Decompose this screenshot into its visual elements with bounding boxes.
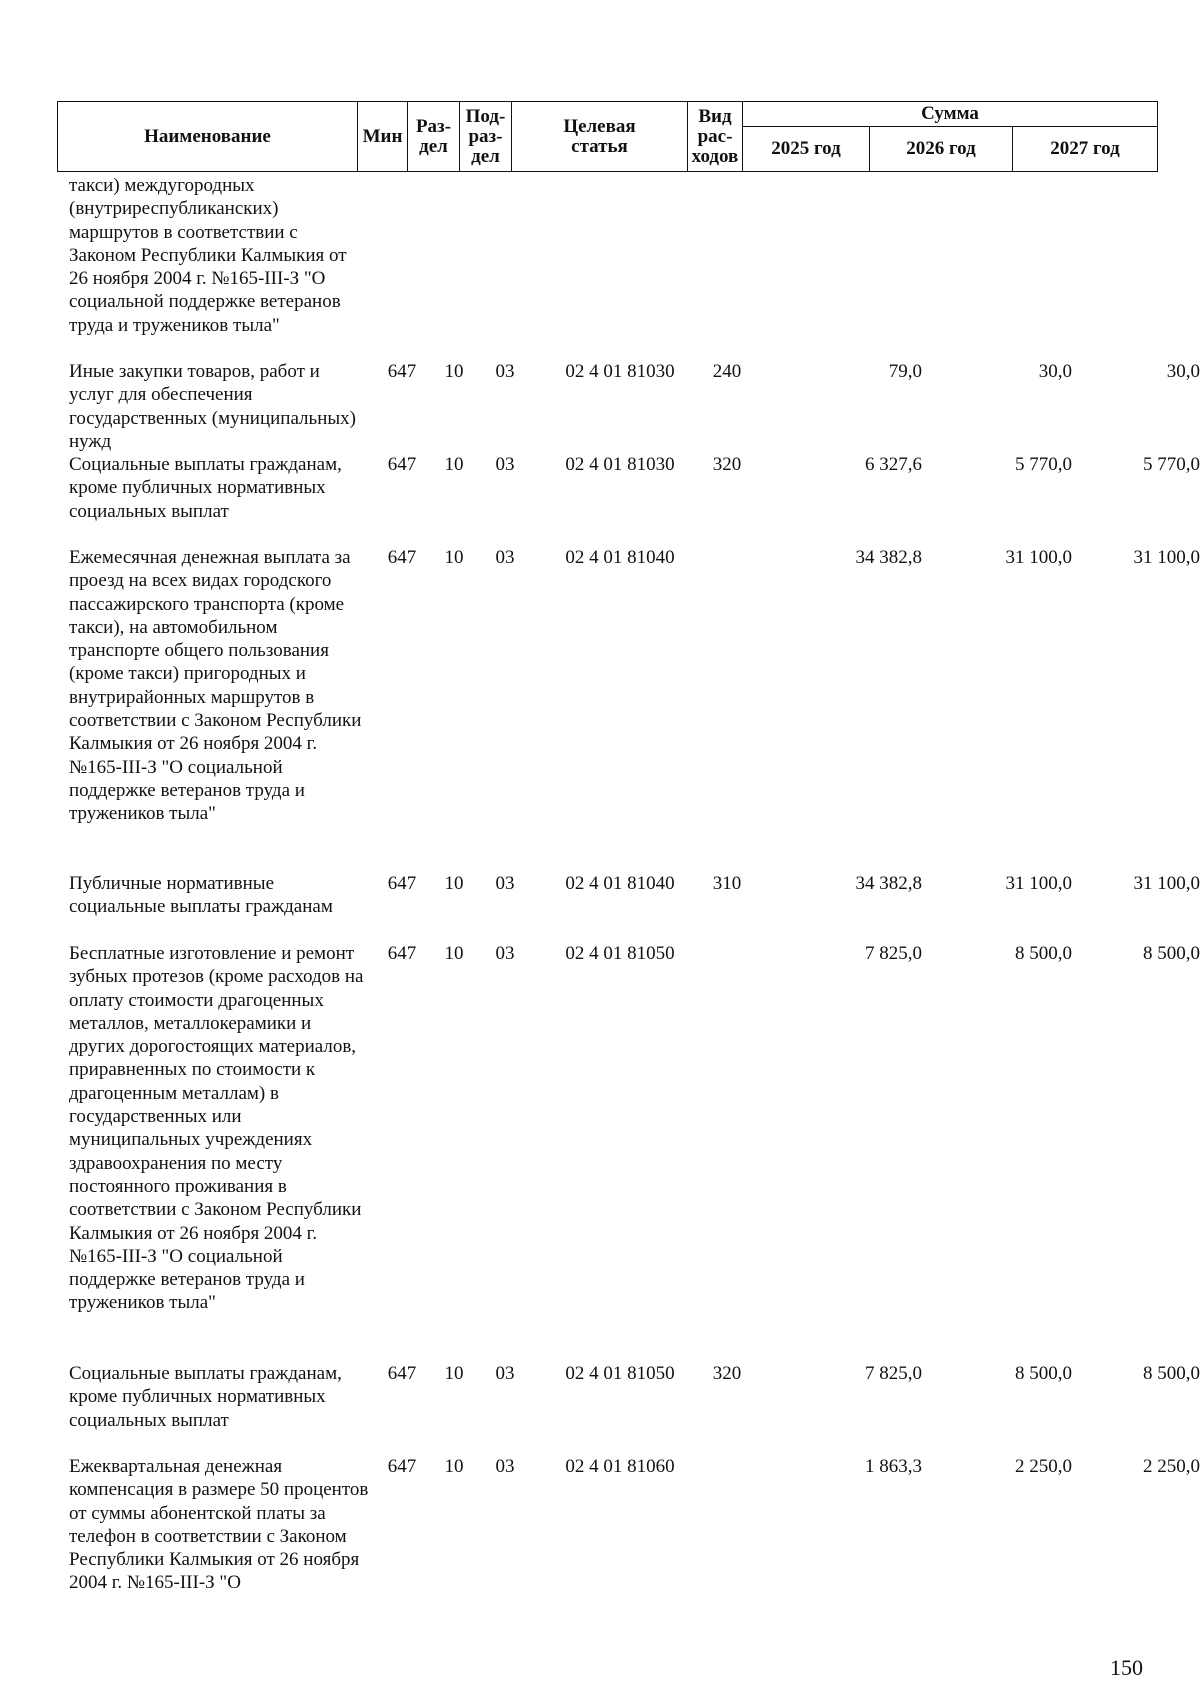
header-name: Наименование — [58, 102, 358, 172]
table-row — [57, 872, 1200, 942]
row-min: 647 — [387, 547, 417, 568]
row-target: 02 4 01 81060 — [565, 1456, 675, 1477]
row-razdel: 10 — [444, 1456, 464, 1477]
table-body — [57, 174, 1200, 1618]
header-vid-line1: Вид — [698, 105, 732, 127]
header-vid — [688, 102, 743, 172]
header-2026: 2026 год — [870, 127, 1013, 172]
header-vid-line2: рас- — [697, 125, 733, 147]
row-razdel: 10 — [444, 943, 464, 964]
row-vid: 240 — [712, 361, 742, 382]
row-2027: 31 100,0 — [1133, 873, 1200, 894]
row-razdel: 10 — [444, 873, 464, 894]
row-name: такси) междугородных (внутриреспубликанских) маршрутов в соответствии с Законом Республики Калмыкия от 26 ноября 2004 г. №165-III-З "О социальной поддержке ветеранов труда и тружеников тыла" — [69, 175, 347, 336]
row-podrazdel: 03 — [495, 1456, 515, 1477]
header-target-line1: Целевая — [563, 115, 636, 137]
row-name: Бесплатные изготовление и ремонт зубных протезов (кроме расходов на оплату стоимости драгоценных металлов, металлокерамики и других дорогостоящих материалов, приравненных по стоимости к драгоценным металлам) в государственных или муниципальных учреждениях здравоохранения по месту постоянного проживания в соответствии с Законом Республики Калмыкия от 26 ноября 2004 г. №165-III-З "О социальной поддержке ветеранов труда и тружеников тыла" — [69, 943, 364, 1314]
header-razdel-line1: Раз- — [415, 115, 452, 137]
table-row — [57, 546, 1200, 872]
header-vid-line3: ходов — [691, 145, 739, 167]
row-target: 02 4 01 81040 — [565, 873, 675, 894]
header-razdel — [408, 102, 460, 172]
row-podrazdel: 03 — [495, 547, 515, 568]
row-razdel: 10 — [444, 1363, 464, 1384]
row-target: 02 4 01 81050 — [565, 1363, 675, 1384]
row-2026: 31 100,0 — [1005, 873, 1072, 894]
header-min: Мин — [358, 102, 408, 172]
row-2026: 8 500,0 — [1015, 943, 1072, 964]
row-min: 647 — [387, 454, 417, 475]
header-target — [512, 102, 688, 172]
row-2027: 5 770,0 — [1143, 454, 1200, 475]
row-razdel: 10 — [444, 361, 464, 382]
row-name: Иные закупки товаров, работ и услуг для обеспечения государственных (муниципальных) нужд — [69, 361, 356, 452]
row-2027: 8 500,0 — [1143, 1363, 1200, 1384]
row-name: Ежемесячная денежная выплата за проезд на всех видах городского пассажирского транспорта (кроме такси), на автомобильном транспорте общего пользования (кроме такси) пригородных и внутрирайонных маршрутов в соответствии с Законом Республики Калмыкия от 26 ноября 2004 г. №165-III-З "О социальной поддержке ветеранов труда и тружеников тыла" — [69, 547, 362, 825]
row-target: 02 4 01 81030 — [565, 361, 675, 382]
row-2025: 34 382,8 — [855, 873, 922, 894]
row-min: 647 — [387, 873, 417, 894]
table-row — [57, 453, 1200, 546]
table-row — [57, 942, 1200, 1362]
page-number: 150 — [1110, 1655, 1143, 1680]
row-2027: 2 250,0 — [1143, 1456, 1200, 1477]
row-target: 02 4 01 81040 — [565, 547, 675, 568]
header-target-line2: статья — [571, 135, 628, 157]
header-podrazdel-line1: Под- — [465, 105, 506, 127]
row-razdel: 10 — [444, 547, 464, 568]
row-2026: 8 500,0 — [1015, 1363, 1072, 1384]
header-2027: 2027 год — [1013, 127, 1158, 172]
header-podrazdel-line3: дел — [471, 145, 500, 167]
header-razdel-line2: дел — [419, 135, 448, 157]
row-2025: 7 825,0 — [865, 943, 922, 964]
table-row — [57, 174, 1157, 360]
row-min: 647 — [387, 361, 417, 382]
row-podrazdel: 03 — [495, 454, 515, 475]
row-name: Публичные нормативные социальные выплаты гражданам — [69, 873, 333, 918]
row-target: 02 4 01 81030 — [565, 454, 675, 475]
row-2026: 30,0 — [1038, 361, 1072, 382]
row-2025: 7 825,0 — [865, 1363, 922, 1384]
table-row — [57, 1362, 1200, 1455]
row-target: 02 4 01 81050 — [565, 943, 675, 964]
row-name: Социальные выплаты гражданам, кроме публичных нормативных социальных выплат — [69, 1363, 342, 1431]
row-vid: 320 — [712, 1363, 742, 1384]
row-2025: 79,0 — [888, 361, 922, 382]
row-podrazdel: 03 — [495, 943, 515, 964]
row-podrazdel: 03 — [495, 873, 515, 894]
row-podrazdel: 03 — [495, 361, 515, 382]
row-min: 647 — [387, 1363, 417, 1384]
row-min: 647 — [387, 943, 417, 964]
table-row — [57, 360, 1200, 453]
row-2027: 31 100,0 — [1133, 547, 1200, 568]
row-vid: 320 — [712, 454, 742, 475]
row-2025: 6 327,6 — [865, 454, 922, 475]
row-razdel: 10 — [444, 454, 464, 475]
row-2025: 34 382,8 — [855, 547, 922, 568]
row-2027: 8 500,0 — [1143, 943, 1200, 964]
header-summa: Сумма — [743, 102, 1158, 127]
row-2026: 5 770,0 — [1015, 454, 1072, 475]
row-2026: 31 100,0 — [1005, 547, 1072, 568]
row-podrazdel: 03 — [495, 1363, 515, 1384]
row-min: 647 — [387, 1456, 417, 1477]
row-2027: 30,0 — [1166, 361, 1200, 382]
header-2025: 2025 год — [743, 127, 870, 172]
table-row — [57, 1455, 1200, 1618]
row-name: Ежеквартальная денежная компенсация в размере 50 процентов от суммы абонентской платы за телефон в соответствии с Законом Республики Калмыкия от 26 ноября 2004 г. №165-III-З "О — [69, 1456, 369, 1594]
header-podrazdel-line2: раз- — [468, 125, 503, 147]
header-podrazdel — [460, 102, 512, 172]
row-vid: 310 — [712, 873, 742, 894]
row-name: Социальные выплаты гражданам, кроме публичных нормативных социальных выплат — [69, 454, 342, 522]
row-2025: 1 863,3 — [865, 1456, 922, 1477]
table-header — [57, 101, 1158, 172]
row-2026: 2 250,0 — [1015, 1456, 1072, 1477]
